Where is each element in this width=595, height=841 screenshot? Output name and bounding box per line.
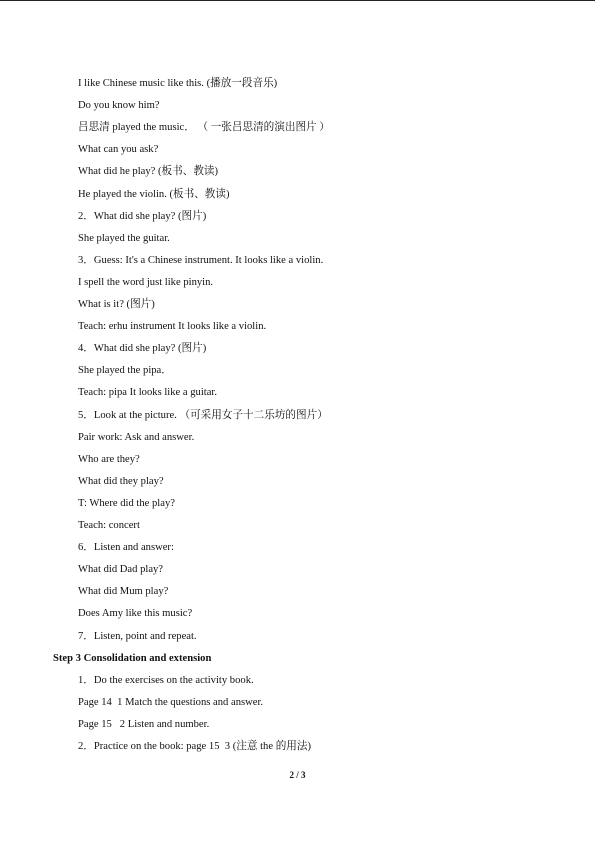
text-line: 1．Do the exercises on the activity book. [78, 674, 254, 686]
text-line: 6．Listen and answer: [78, 542, 174, 554]
text-line: 2．What did she play? (图片) [78, 210, 207, 222]
text-line: Who are they? [78, 453, 140, 465]
section-heading: Step 3 Consolidation and extension [53, 652, 212, 664]
text-line: She played the pipa． [78, 365, 172, 377]
text-line: She played the guitar. [78, 232, 170, 244]
text-line: Page 15 2 Listen and number. [78, 718, 210, 730]
text-line: Do you know him? [78, 100, 160, 112]
text-line: Page 14 1 Match the questions and answer. [78, 696, 264, 708]
text-line: 吕思清 played the music． （ 一张吕思清的演出图片 ） [78, 122, 330, 134]
text-line: Does Amy like this music? [78, 608, 193, 620]
text-line: 4．What did she play? (图片) [78, 343, 207, 355]
text-line: T: Where did the play? [78, 497, 175, 509]
text-line: 3．Guess: It's a Chinese instrument. It looks like a violin. [78, 254, 324, 266]
text-line: 2．Practice on the book: page 15 3 (注意 the 的用法) [78, 741, 312, 752]
text-line: 5．Look at the picture. （可采用女子十二乐坊的图片） [78, 409, 328, 421]
text-line: What is it? (图片) [78, 299, 155, 310]
top-rule [0, 0, 595, 1]
text-line: Teach: pipa It looks like a guitar. [78, 387, 217, 399]
text-line: What did he play? (板书、教读) [78, 166, 219, 178]
text-line: What did Dad play? [78, 564, 164, 576]
text-line: What did Mum play? [78, 586, 169, 598]
text-line: Pair work: Ask and answer. [78, 431, 195, 443]
text-line: He played the violin. (板书、教读) [78, 188, 230, 200]
text-line: 7．Listen, point and repeat. [78, 630, 197, 642]
text-line: I like Chinese music like this. (播放一段音乐) [78, 78, 278, 89]
text-line: Teach: concert [78, 520, 140, 531]
text-line: Teach: erhu instrument It looks like a violin. [78, 321, 267, 333]
page-number: 2 / 3 [289, 770, 306, 780]
text-line: What did they play? [78, 475, 164, 487]
text-line: I spell the word just like pinyin. [78, 276, 214, 288]
text-line: What can you ask? [78, 144, 159, 156]
